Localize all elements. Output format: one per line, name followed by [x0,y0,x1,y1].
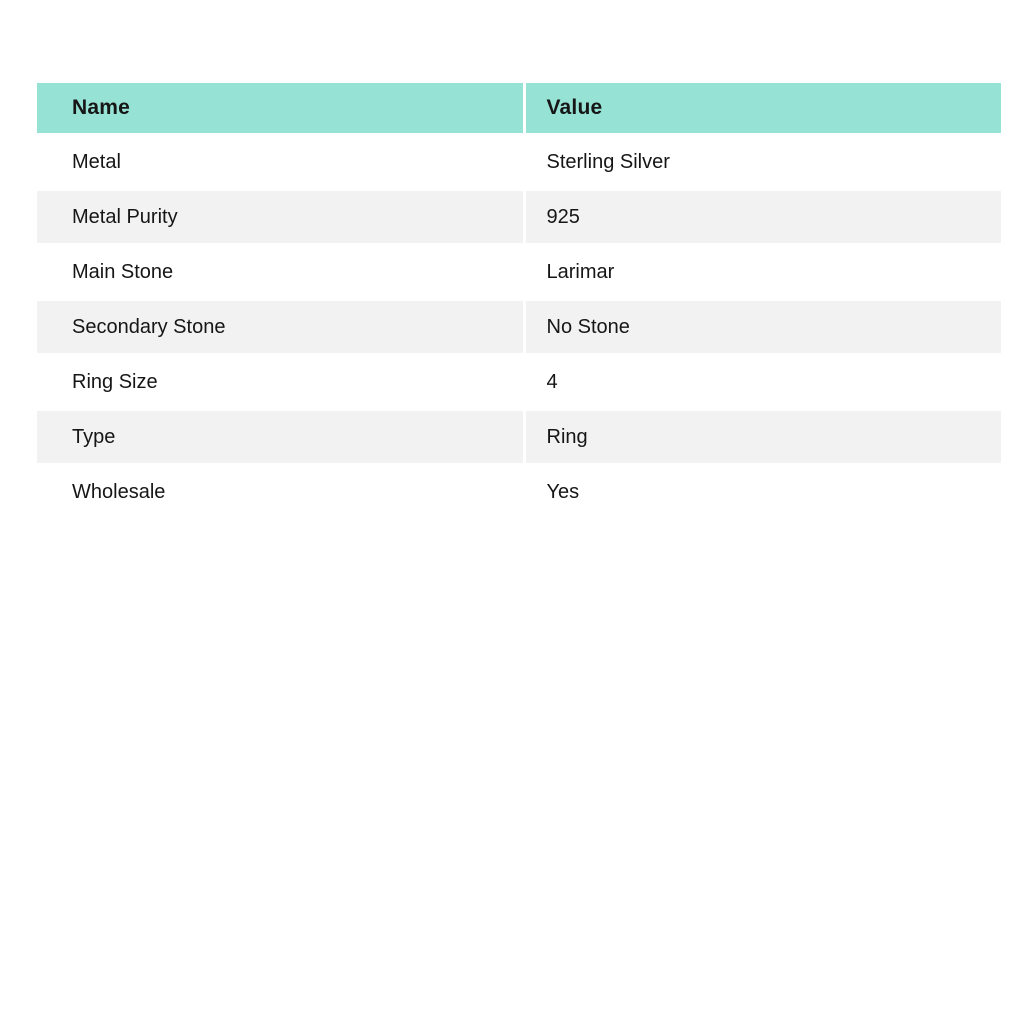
attribute-name-cell: Secondary Stone [37,300,524,355]
attribute-value-cell: 4 [524,355,1001,410]
attribute-value-cell: No Stone [524,300,1001,355]
column-header-value: Value [524,83,1001,135]
attribute-name-cell: Main Stone [37,245,524,300]
table-body [37,135,1001,520]
attribute-value-cell: Sterling Silver [524,135,1001,190]
attribute-value-cell: Larimar [524,245,1001,300]
table-row [37,465,1001,520]
column-header-name: Name [37,83,524,135]
table-row [37,190,1001,245]
attribute-name-cell: Wholesale [37,465,524,520]
attribute-value-cell: Yes [524,465,1001,520]
table-row [37,300,1001,355]
table-header-row [37,83,1001,135]
table-header [37,83,1001,135]
attribute-name-cell: Metal [37,135,524,190]
table-row [37,355,1001,410]
attribute-name-cell: Metal Purity [37,190,524,245]
product-attributes-table [37,83,1001,521]
attribute-value-cell: 925 [524,190,1001,245]
table-row [37,410,1001,465]
table-row [37,245,1001,300]
table-row [37,135,1001,190]
attribute-name-cell: Type [37,410,524,465]
attribute-value-cell: Ring [524,410,1001,465]
attribute-name-cell: Ring Size [37,355,524,410]
